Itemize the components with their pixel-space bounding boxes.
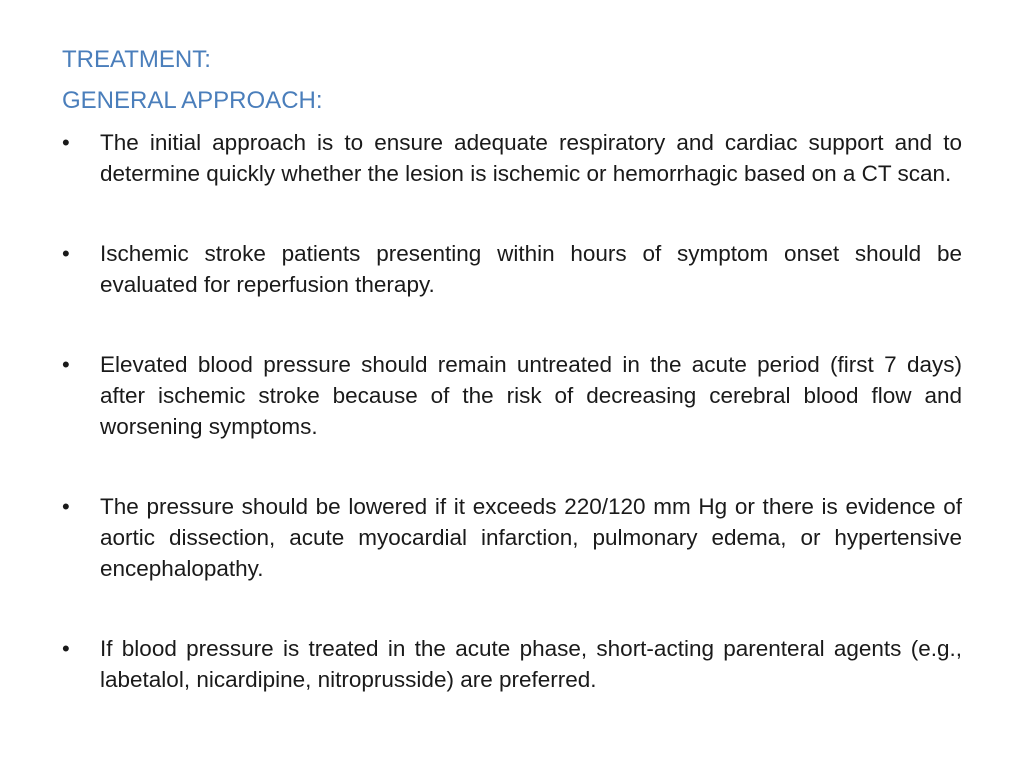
- bullet-icon: •: [62, 241, 70, 266]
- bullet-text: If blood pressure is treated in the acute phase, short-acting parenteral agents (e.g., labetalol, nicardipine, nitroprusside) are preferred.: [100, 636, 962, 692]
- bullet-item-lowering-pressure: [62, 491, 962, 584]
- bullet-text: Ischemic stroke patients presenting within hours of symptom onset should be evaluated for reperfusion therapy.: [100, 241, 962, 297]
- slide-title-treatment: TREATMENT:: [62, 46, 211, 73]
- bullet-icon: •: [62, 494, 70, 519]
- bullet-item-initial-approach: [62, 127, 962, 189]
- bullet-icon: •: [62, 130, 70, 155]
- bullet-text: The initial approach is to ensure adequate respiratory and cardiac support and to determine quickly whether the lesion is ischemic or hemorrhagic based on a CT scan.: [100, 130, 962, 186]
- bullet-icon: •: [62, 352, 70, 377]
- slide-subtitle-general-approach: GENERAL APPROACH:: [62, 87, 323, 114]
- bullet-text: Elevated blood pressure should remain untreated in the acute period (first 7 days) after ischemic stroke because of the risk of decreasing cerebral blood flow and worsening symptoms.: [100, 352, 962, 439]
- bullet-icon: •: [62, 636, 70, 661]
- bullet-text: The pressure should be lowered if it exceeds 220/120 mm Hg or there is evidence of aortic dissection, acute myocardial infarction, pulmonary edema, or hypertensive encephalopathy.: [100, 494, 962, 581]
- bullet-item-reperfusion: [62, 238, 962, 300]
- bullet-list: [62, 127, 962, 695]
- bullet-item-elevated-pressure: [62, 349, 962, 442]
- bullet-item-parenteral-agents: [62, 633, 962, 695]
